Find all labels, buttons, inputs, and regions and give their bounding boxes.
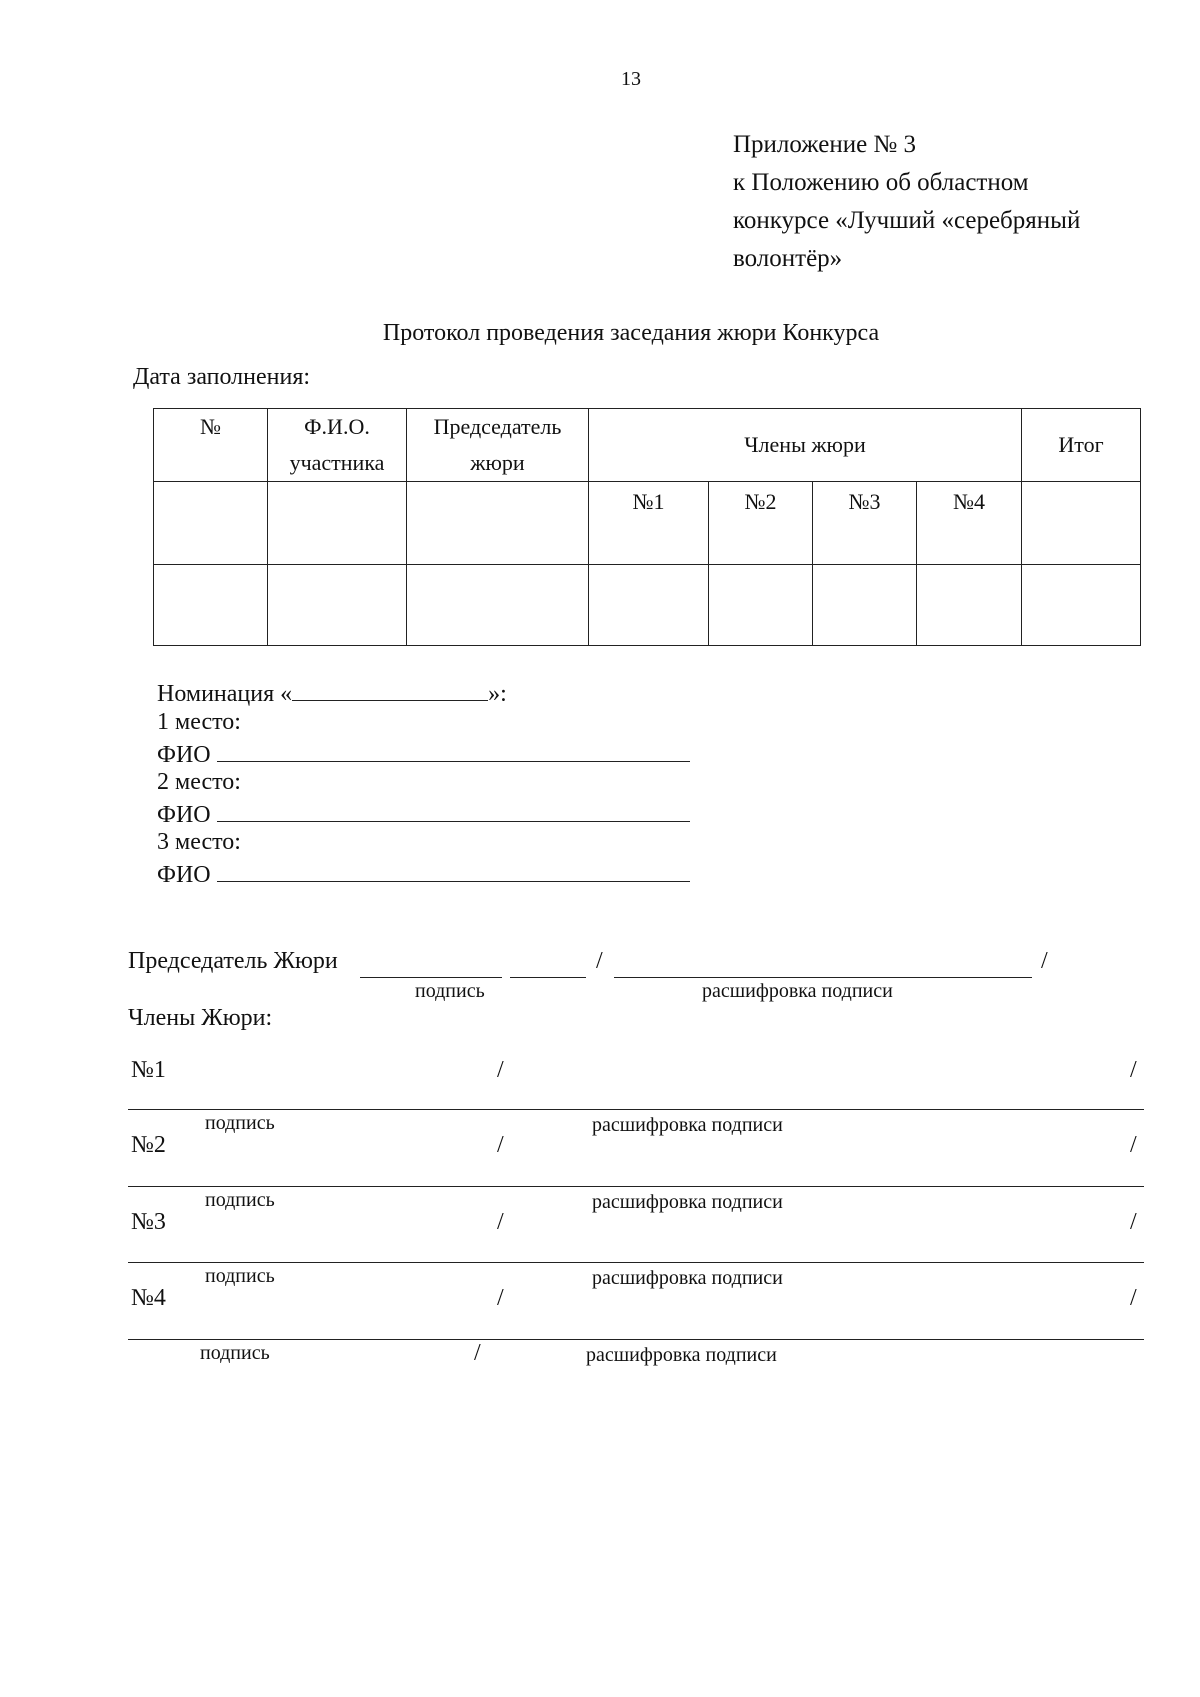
table-cell (268, 482, 407, 565)
member-4-signature-caption: подпись (200, 1342, 270, 1364)
place-2-fio: ФИО (157, 799, 690, 829)
table-cell (407, 565, 589, 646)
place-1-label: 1 место: (157, 709, 241, 735)
table-cell (589, 565, 709, 646)
member-1-signature-caption: подпись (205, 1112, 275, 1134)
chair-slash-2: / (1041, 948, 1048, 974)
place-1-fio: ФИО (157, 739, 690, 769)
fill-date-label: Дата заполнения: (133, 364, 311, 390)
header-total: Итог (1022, 409, 1141, 482)
chair-signature-line (360, 977, 502, 978)
nomination-blank (292, 678, 488, 701)
member-4-decode-caption: расшифровка подписи (586, 1344, 777, 1366)
annex-line-1: Приложение № 3 (733, 131, 917, 158)
chair-signature-line-2 (510, 977, 586, 978)
table-cell (813, 565, 917, 646)
header-number: № (154, 409, 268, 482)
member-3-decode-caption: расшифровка подписи (592, 1267, 783, 1289)
nomination-line: Номинация « »: (157, 678, 507, 708)
table-cell (709, 565, 813, 646)
member-1-label: №1 (131, 1057, 166, 1083)
table-cell (1022, 565, 1141, 646)
header-member-1: №1 (589, 482, 709, 565)
member-3-slash: / (497, 1209, 504, 1235)
header-fio: Ф.И.О. участника (268, 409, 407, 482)
member-3-label: №3 (131, 1209, 166, 1235)
place-3-label: 3 место: (157, 829, 241, 855)
member-4-slash-end: / (1130, 1285, 1137, 1311)
annex-line-2: к Положению об областном (733, 169, 1029, 196)
members-label: Члены Жюри: (128, 1005, 273, 1031)
member-1-decode-caption: расшифровка подписи (592, 1114, 783, 1136)
chair-decode-caption: расшифровка подписи (702, 980, 893, 1002)
jury-table (153, 408, 1141, 646)
member-4-line (128, 1339, 1144, 1340)
member-1-line (128, 1109, 1144, 1110)
place-2-label: 2 место: (157, 769, 241, 795)
chair-signature-caption: подпись (415, 980, 485, 1002)
table-cell (917, 565, 1022, 646)
member-2-signature-caption: подпись (205, 1189, 275, 1211)
header-member-2: №2 (709, 482, 813, 565)
member-2-line (128, 1186, 1144, 1187)
document-title: Протокол проведения заседания жюри Конкурса (382, 320, 880, 346)
place-3-fio: ФИО (157, 859, 690, 889)
member-4-slash: / (497, 1285, 504, 1311)
table-cell (154, 565, 268, 646)
member-2-decode-caption: расшифровка подписи (592, 1191, 783, 1213)
header-member-3: №3 (813, 482, 917, 565)
annex-line-4: волонтёр» (733, 245, 843, 272)
member-1-slash-end: / (1130, 1057, 1137, 1083)
header-member-4: №4 (917, 482, 1022, 565)
chair-decode-line (614, 977, 1032, 978)
member-3-slash-end: / (1130, 1209, 1137, 1235)
member-3-signature-caption: подпись (205, 1265, 275, 1287)
member-3-line (128, 1262, 1144, 1263)
header-chair: Председатель жюри (407, 409, 589, 482)
member-1-slash: / (497, 1057, 504, 1083)
chair-label: Председатель Жюри (128, 948, 338, 974)
table-cell (1022, 482, 1141, 565)
member-4-label: №4 (131, 1285, 166, 1311)
table-cell (268, 565, 407, 646)
table-cell (154, 482, 268, 565)
page-number: 13 (621, 68, 641, 90)
member-2-slash-end: / (1130, 1132, 1137, 1158)
chair-slash-1: / (596, 948, 603, 974)
annex-header (733, 126, 1080, 278)
header-members: Члены жюри (589, 409, 1022, 482)
member-2-label: №2 (131, 1132, 166, 1158)
member-2-slash: / (497, 1132, 504, 1158)
member-4-caption-slash: / (474, 1340, 481, 1366)
table-cell (407, 482, 589, 565)
annex-line-3: конкурсе «Лучший «серебряный (733, 207, 1081, 234)
